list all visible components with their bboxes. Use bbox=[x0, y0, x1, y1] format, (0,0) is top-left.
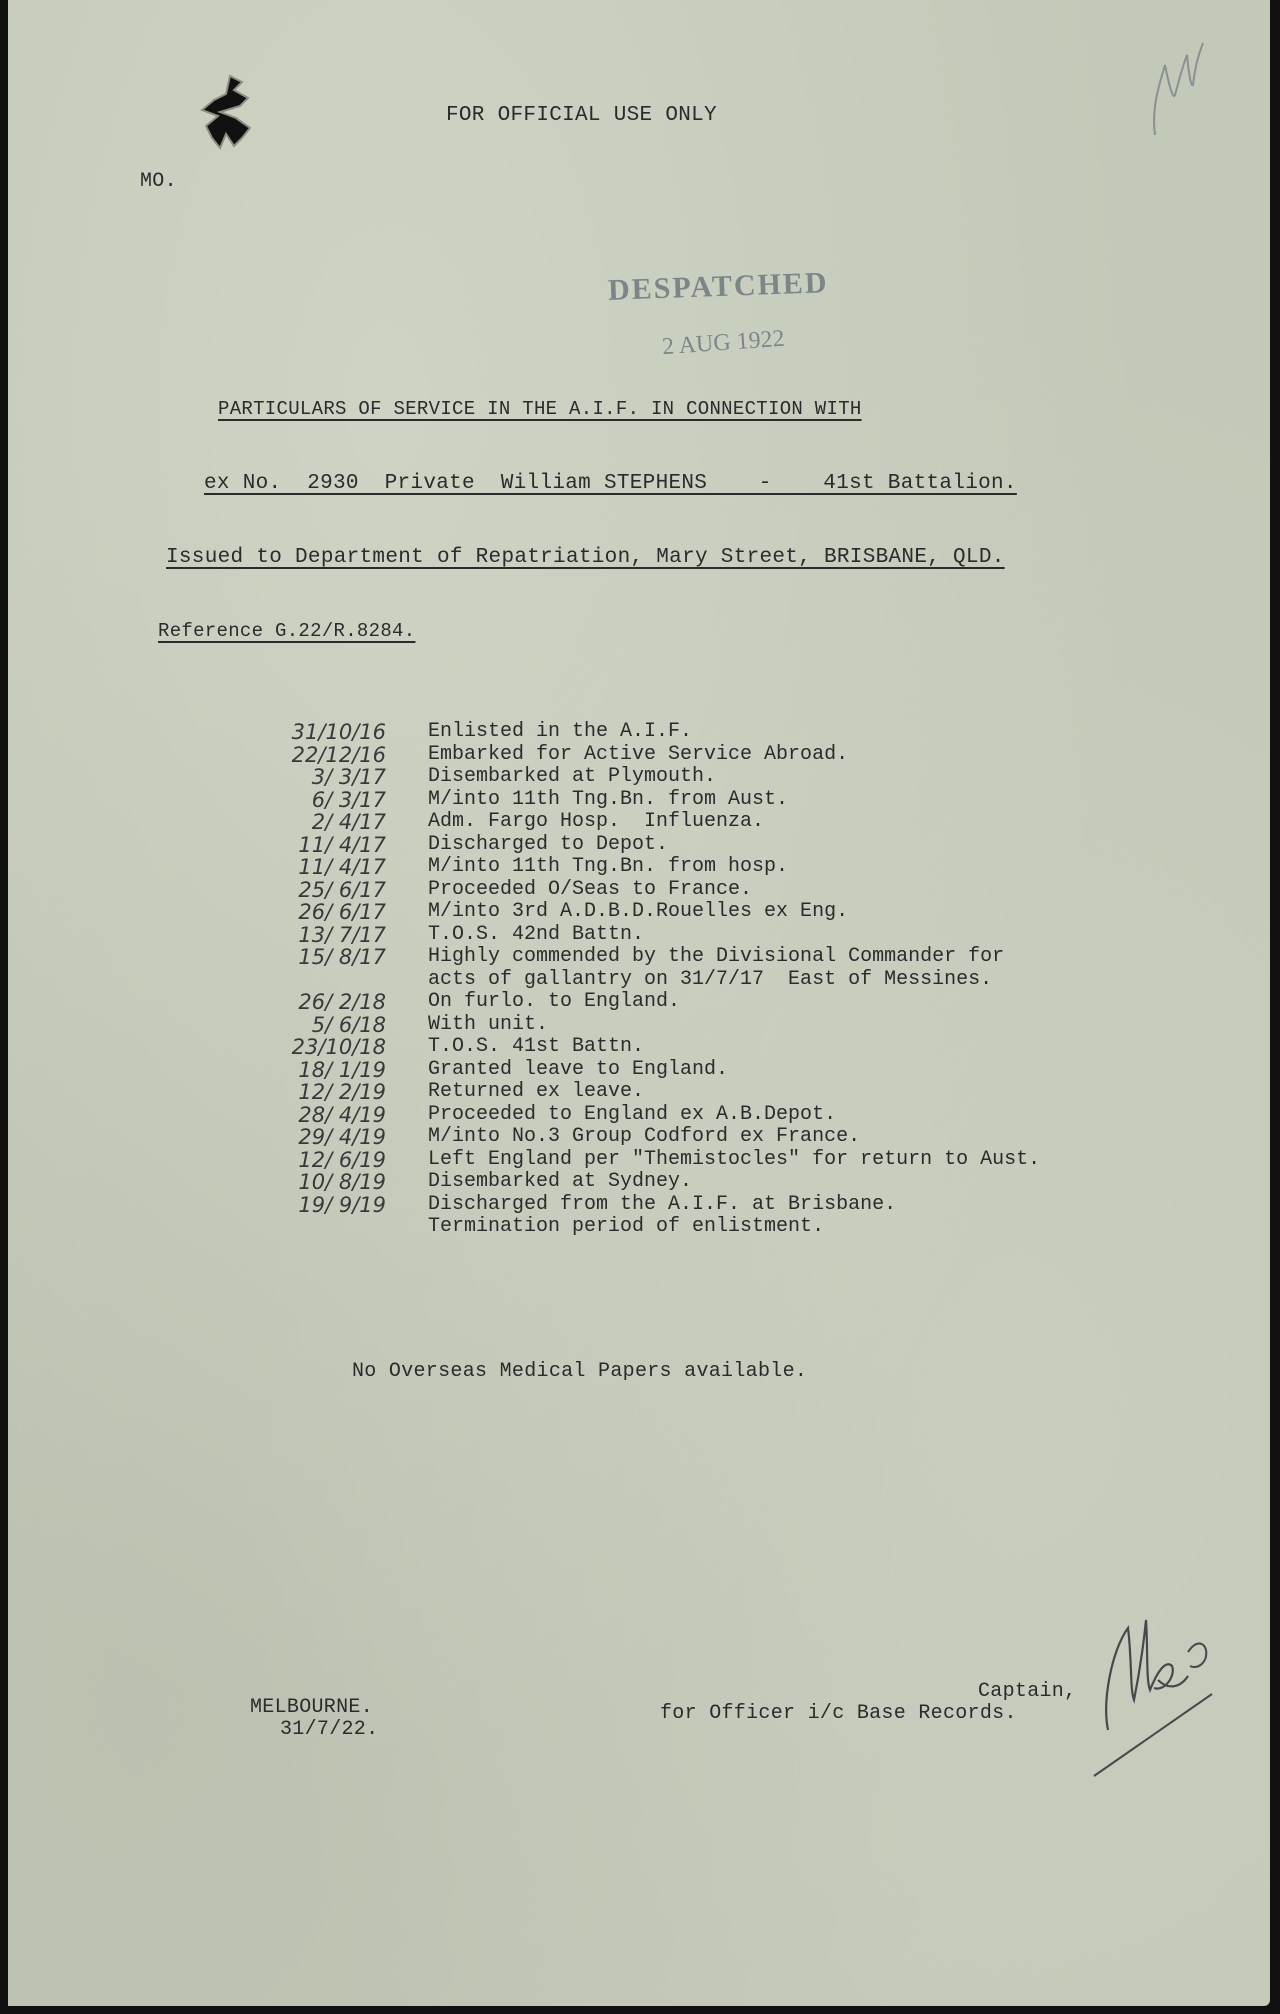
entry-text: Termination period of enlistment. bbox=[428, 1215, 825, 1238]
handwritten-signature bbox=[1088, 1580, 1218, 1780]
entry-date: 10/ 8/19 bbox=[298, 1170, 386, 1194]
despatched-stamp: DESPATCHED bbox=[607, 266, 830, 307]
entry-text: Embarked for Active Service Abroad. bbox=[428, 742, 849, 766]
entry-date: 6/ 3/17 bbox=[311, 787, 386, 812]
signatory-rank: Captain, bbox=[978, 1680, 1077, 1703]
document-title: PARTICULARS OF SERVICE IN THE A.I.F. IN CONNECTION WITH bbox=[218, 398, 862, 420]
entry-text: M/into No.3 Group Codford ex France. bbox=[428, 1125, 861, 1148]
entry-date: 12/ 6/19 bbox=[298, 1147, 386, 1172]
entry-date: 19/ 9/19 bbox=[298, 1192, 386, 1217]
signatory-office: for Officer i/c Base Records. bbox=[660, 1702, 1017, 1725]
entry-date: 15/ 8/17 bbox=[298, 945, 386, 969]
entry-text: T.O.S. 41st Battn. bbox=[428, 1035, 645, 1058]
entry-date: 29/ 4/19 bbox=[298, 1125, 386, 1149]
entry-text: With unit. bbox=[428, 1012, 549, 1036]
entry-date: 25/ 6/17 bbox=[298, 877, 386, 902]
entry-date: 18/ 1/19 bbox=[298, 1057, 386, 1082]
entry-date: 11/ 4/17 bbox=[298, 855, 386, 879]
entry-text: Enlisted in the A.I.F. bbox=[428, 720, 693, 743]
pencil-initials bbox=[1143, 25, 1213, 145]
place-date: 31/7/22. bbox=[280, 1718, 379, 1741]
entry-text: M/into 11th Tng.Bn. from hosp. bbox=[428, 855, 789, 878]
entry-text: M/into 11th Tng.Bn. from Aust. bbox=[428, 787, 789, 811]
entry-text: On furlo. to England. bbox=[428, 990, 681, 1013]
entry-date: 26/ 6/17 bbox=[298, 900, 386, 924]
punch-hole bbox=[190, 72, 260, 162]
entry-date: 5/ 6/18 bbox=[311, 1012, 386, 1037]
entry-text: Granted leave to England. bbox=[428, 1057, 729, 1081]
reference-line: Reference G.22/R.8284. bbox=[158, 620, 416, 642]
entry-text: Disembarked at Sydney. bbox=[428, 1170, 693, 1193]
place-name: MELBOURNE. bbox=[250, 1696, 374, 1719]
entry-date: 3/ 3/17 bbox=[311, 765, 386, 789]
entry-date: 23/10/18 bbox=[291, 1035, 386, 1059]
entry-text: Disembarked at Plymouth. bbox=[428, 765, 717, 788]
entry-text: M/into 3rd A.D.B.D.Rouelles ex Eng. bbox=[428, 900, 849, 923]
entry-text: Left England per "Themistocles" for return to Aust. bbox=[428, 1147, 1041, 1171]
entry-text: Returned ex leave. bbox=[428, 1080, 645, 1103]
entry-text: Highly commended by the Divisional Commander for bbox=[428, 945, 1005, 968]
entry-date: 26/ 2/18 bbox=[298, 990, 386, 1014]
number-label: MO. bbox=[140, 170, 177, 193]
stamp-date: 2 AUG 1922 bbox=[661, 325, 786, 361]
entry-text: acts of gallantry on 31/7/17 East of Messines. bbox=[428, 967, 993, 991]
entry-text: Discharged from the A.I.F. at Brisbane. bbox=[428, 1192, 897, 1216]
entry-text: T.O.S. 42nd Battn. bbox=[428, 922, 645, 946]
entry-date: 31/10/16 bbox=[291, 720, 386, 744]
issued-to-line: Issued to Department of Repatriation, Mary Street, BRISBANE, QLD. bbox=[166, 546, 1005, 569]
entry-date: 28/ 4/19 bbox=[298, 1102, 386, 1127]
document-page bbox=[8, 0, 1270, 2006]
entry-date: 12/ 2/19 bbox=[298, 1080, 386, 1104]
entry-date: 13/ 7/17 bbox=[298, 922, 386, 947]
official-use-heading: FOR OFFICIAL USE ONLY bbox=[446, 104, 717, 127]
entry-date: 2/ 4/17 bbox=[311, 810, 386, 834]
entry-text: Discharged to Depot. bbox=[428, 832, 669, 856]
entry-date: 22/12/16 bbox=[291, 742, 386, 767]
entry-text: Proceeded O/Seas to France. bbox=[428, 877, 753, 901]
entry-text: Adm. Fargo Hosp. Influenza. bbox=[428, 810, 765, 833]
entry-text: Proceeded to England ex A.B.Depot. bbox=[428, 1102, 837, 1126]
subject-line: ex No. 2930 Private William STEPHENS - 41st Battalion. bbox=[204, 472, 1017, 495]
entry-date: 11/ 4/17 bbox=[298, 832, 386, 857]
medical-papers-note: No Overseas Medical Papers available. bbox=[352, 1360, 808, 1383]
